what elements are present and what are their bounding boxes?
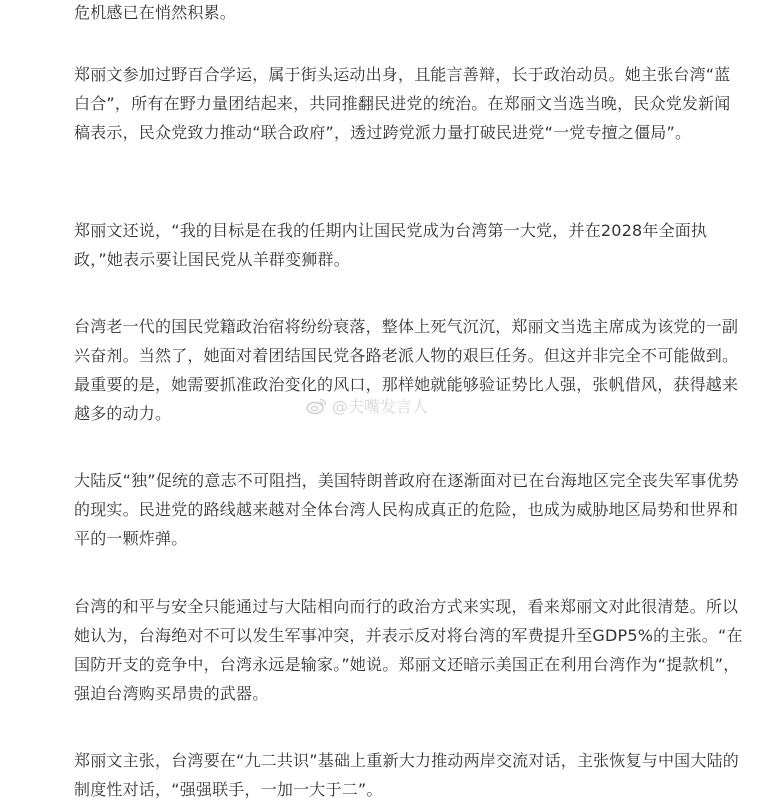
watermark-text: @夫嘴发言人 xyxy=(332,397,429,416)
article-paragraph: 危机感已在悄然积累。 xyxy=(74,3,237,22)
article-paragraph: 台湾的和平与安全只能通过与大陆相向而行的政治方式来实现，看来郑丽文对此很清楚。所以她认为，台海绝对不可以发生军事冲突，并表示反对将台湾的军费提升至GDP5%的主张。“在国防开支的竞争中，台湾永远是输家。”她说。郑丽文还暗示美国正在利用台湾作为“提款机”，强迫台湾购买昂贵的武器。 xyxy=(74,597,743,703)
article-paragraph: 大陆反“独”促统的意志不可阻挡，美国特朗普政府在逐渐面对已在台海地区完全丧失军事优势的现实。民进党的路线越来越对全体台湾人民构成真正的危险，也成为威胁地区局势和世界和平的一颗炸弹。 xyxy=(74,471,739,548)
article-paragraph: 郑丽文参加过野百合学运，属于街头运动出身，且能言善辩，长于政治动员。她主张台湾“蓝白合”，所有在野力量团结起来，共同推翻民进党的统治。在郑丽文当选当晚，民众党发新闻稿表示，民众党致力推动“联合政府”，透过跨党派力量打破民进党“一党专擅之僵局”。 xyxy=(74,65,731,142)
article-paragraph: 郑丽文主张，台湾要在“九二共识”基础上重新大力推动两岸交流对话，主张恢复与中国大陆的制度性对话，“强强联手，一加一大于二”。 xyxy=(74,751,739,799)
article-paragraph: 郑丽文还说，“我的目标是在我的任期内让国民党成为台湾第一大党，并在2028年全面执政，”她表示要让国民党从羊群变狮群。 xyxy=(74,221,708,269)
article-paragraph: 台湾老一代的国民党籍政治宿将纷纷衰落，整体上死气沉沉，郑丽文当选主席成为该党的一副兴奋剂。当然了，她面对着团结国民党各路老派人物的艰巨任务。但这并非完全不可能做到。最重要的是，她需要抓准政治变化的风口，那样她就能够验证势比人强，张帆借风，获得越来越多的动力。 xyxy=(74,317,739,423)
